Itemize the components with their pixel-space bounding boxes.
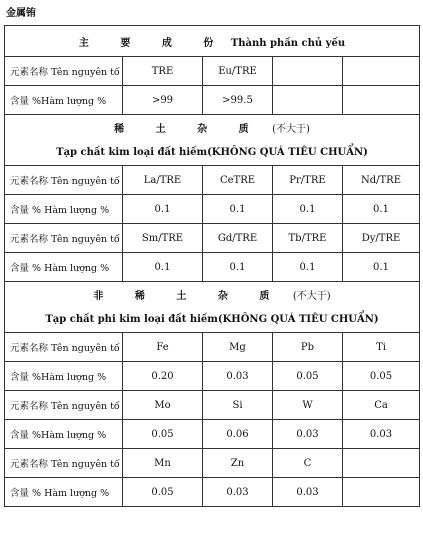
- table-row: [5, 166, 420, 195]
- row-label: 含量 %Hàm lượng %: [5, 86, 123, 115]
- rare-earth-title-cn: 稀 土 杂 质: [114, 123, 263, 135]
- table-cell: >99.5: [203, 86, 273, 115]
- table-cell: [343, 57, 420, 86]
- row-label: 元素名称 Tên nguyên tố: [5, 166, 123, 195]
- table-row: [5, 420, 420, 449]
- table-cell: [343, 86, 420, 115]
- table-cell: 0.03: [343, 420, 420, 449]
- row-label: 含量 %Hàm lượng %: [5, 362, 123, 391]
- table-cell: Si: [203, 391, 273, 420]
- table-cell: W: [273, 391, 343, 420]
- table-cell: Zn: [203, 449, 273, 478]
- rare-earth-note: (不大于): [272, 123, 310, 135]
- table-cell: Tb/TRE: [273, 224, 343, 253]
- table-cell: Dy/TRE: [343, 224, 420, 253]
- table-cell: Mn: [123, 449, 203, 478]
- row-label: 含量 % Hàm lượng %: [5, 195, 123, 224]
- non-rare-earth-section-subheader: [5, 306, 420, 333]
- row-label: 元素名称 Tên nguyên tố: [5, 57, 123, 86]
- table-row: [5, 224, 420, 253]
- rare-earth-title-vn: Tạp chất kim loại đất hiếm(KHÔNG QUÁ TIÊU CHUẨN): [5, 139, 420, 166]
- table-cell: 0.03: [203, 478, 273, 507]
- table-cell: [273, 86, 343, 115]
- table-row: [5, 478, 420, 507]
- table-cell: CeTRE: [203, 166, 273, 195]
- row-label: 含量 %Hàm lượng %: [5, 420, 123, 449]
- table-row: [5, 253, 420, 282]
- table-cell: 0.05: [273, 362, 343, 391]
- table-cell: 0.05: [343, 362, 420, 391]
- table-cell: 0.1: [203, 253, 273, 282]
- table-cell: C: [273, 449, 343, 478]
- table-cell: Gd/TRE: [203, 224, 273, 253]
- table-cell: [273, 57, 343, 86]
- table-cell: Eu/TRE: [203, 57, 273, 86]
- table-cell: 0.03: [203, 362, 273, 391]
- rare-earth-section-header: [5, 115, 420, 140]
- row-label: 元素名称 Tên nguyên tố: [5, 391, 123, 420]
- table-cell: 0.1: [343, 195, 420, 224]
- row-label: 含量 % Hàm lượng %: [5, 478, 123, 507]
- table-cell: Pb: [273, 333, 343, 362]
- table-cell: 0.05: [123, 420, 203, 449]
- document-title: 金属铕: [6, 8, 36, 19]
- table-row: [5, 333, 420, 362]
- table-cell: 0.1: [273, 195, 343, 224]
- main-section-title: [5, 26, 420, 57]
- non-rare-earth-section-header: [5, 282, 420, 307]
- row-label: 元素名称 Tên nguyên tố: [5, 449, 123, 478]
- table-cell: 0.05: [123, 478, 203, 507]
- table-cell: 0.1: [123, 253, 203, 282]
- table-cell: 0.1: [203, 195, 273, 224]
- table-row: [5, 362, 420, 391]
- table-cell: TRE: [123, 57, 203, 86]
- table-cell: Mg: [203, 333, 273, 362]
- table-row: [5, 86, 420, 115]
- table-cell: Mo: [123, 391, 203, 420]
- table-row: [5, 391, 420, 420]
- table-cell: 0.20: [123, 362, 203, 391]
- table-cell: 0.1: [343, 253, 420, 282]
- table-cell: 0.1: [123, 195, 203, 224]
- table-cell: >99: [123, 86, 203, 115]
- non-rare-earth-note: (不大于): [292, 290, 331, 302]
- table-cell: Fe: [123, 333, 203, 362]
- non-rare-earth-title-vn: Tạp chất phi kim loại đất hiếm(KHÔNG QUÁ TIÊU CHUẨN): [5, 306, 420, 333]
- table-cell: [343, 449, 420, 478]
- rare-earth-section-subheader: [5, 139, 420, 166]
- table-row: [5, 57, 420, 86]
- table-cell: Ti: [343, 333, 420, 362]
- table-cell: Pr/TRE: [273, 166, 343, 195]
- table-cell: 0.1: [273, 253, 343, 282]
- row-label: 含量 % Hàm lượng %: [5, 253, 123, 282]
- table-row: [5, 449, 420, 478]
- table-cell: 0.03: [273, 478, 343, 507]
- table-cell: Sm/TRE: [123, 224, 203, 253]
- main-section-title-cn: 主 要 成 份: [78, 37, 228, 49]
- row-label: 元素名称 Tên nguyên tố: [5, 224, 123, 253]
- table-cell: [343, 478, 420, 507]
- table-cell: Ca: [343, 391, 420, 420]
- table-cell: 0.03: [273, 420, 343, 449]
- main-section-header: [5, 26, 420, 57]
- table-cell: 0.06: [203, 420, 273, 449]
- main-section-title-vn: Thành phần chủ yếu: [230, 37, 346, 49]
- table-cell: Nd/TRE: [343, 166, 420, 195]
- row-label: 元素名称 Tên nguyên tố: [5, 333, 123, 362]
- table-row: [5, 195, 420, 224]
- specification-table: [4, 25, 420, 507]
- table-cell: La/TRE: [123, 166, 203, 195]
- non-rare-earth-title-cn: 非 稀 土 杂 质: [93, 290, 284, 302]
